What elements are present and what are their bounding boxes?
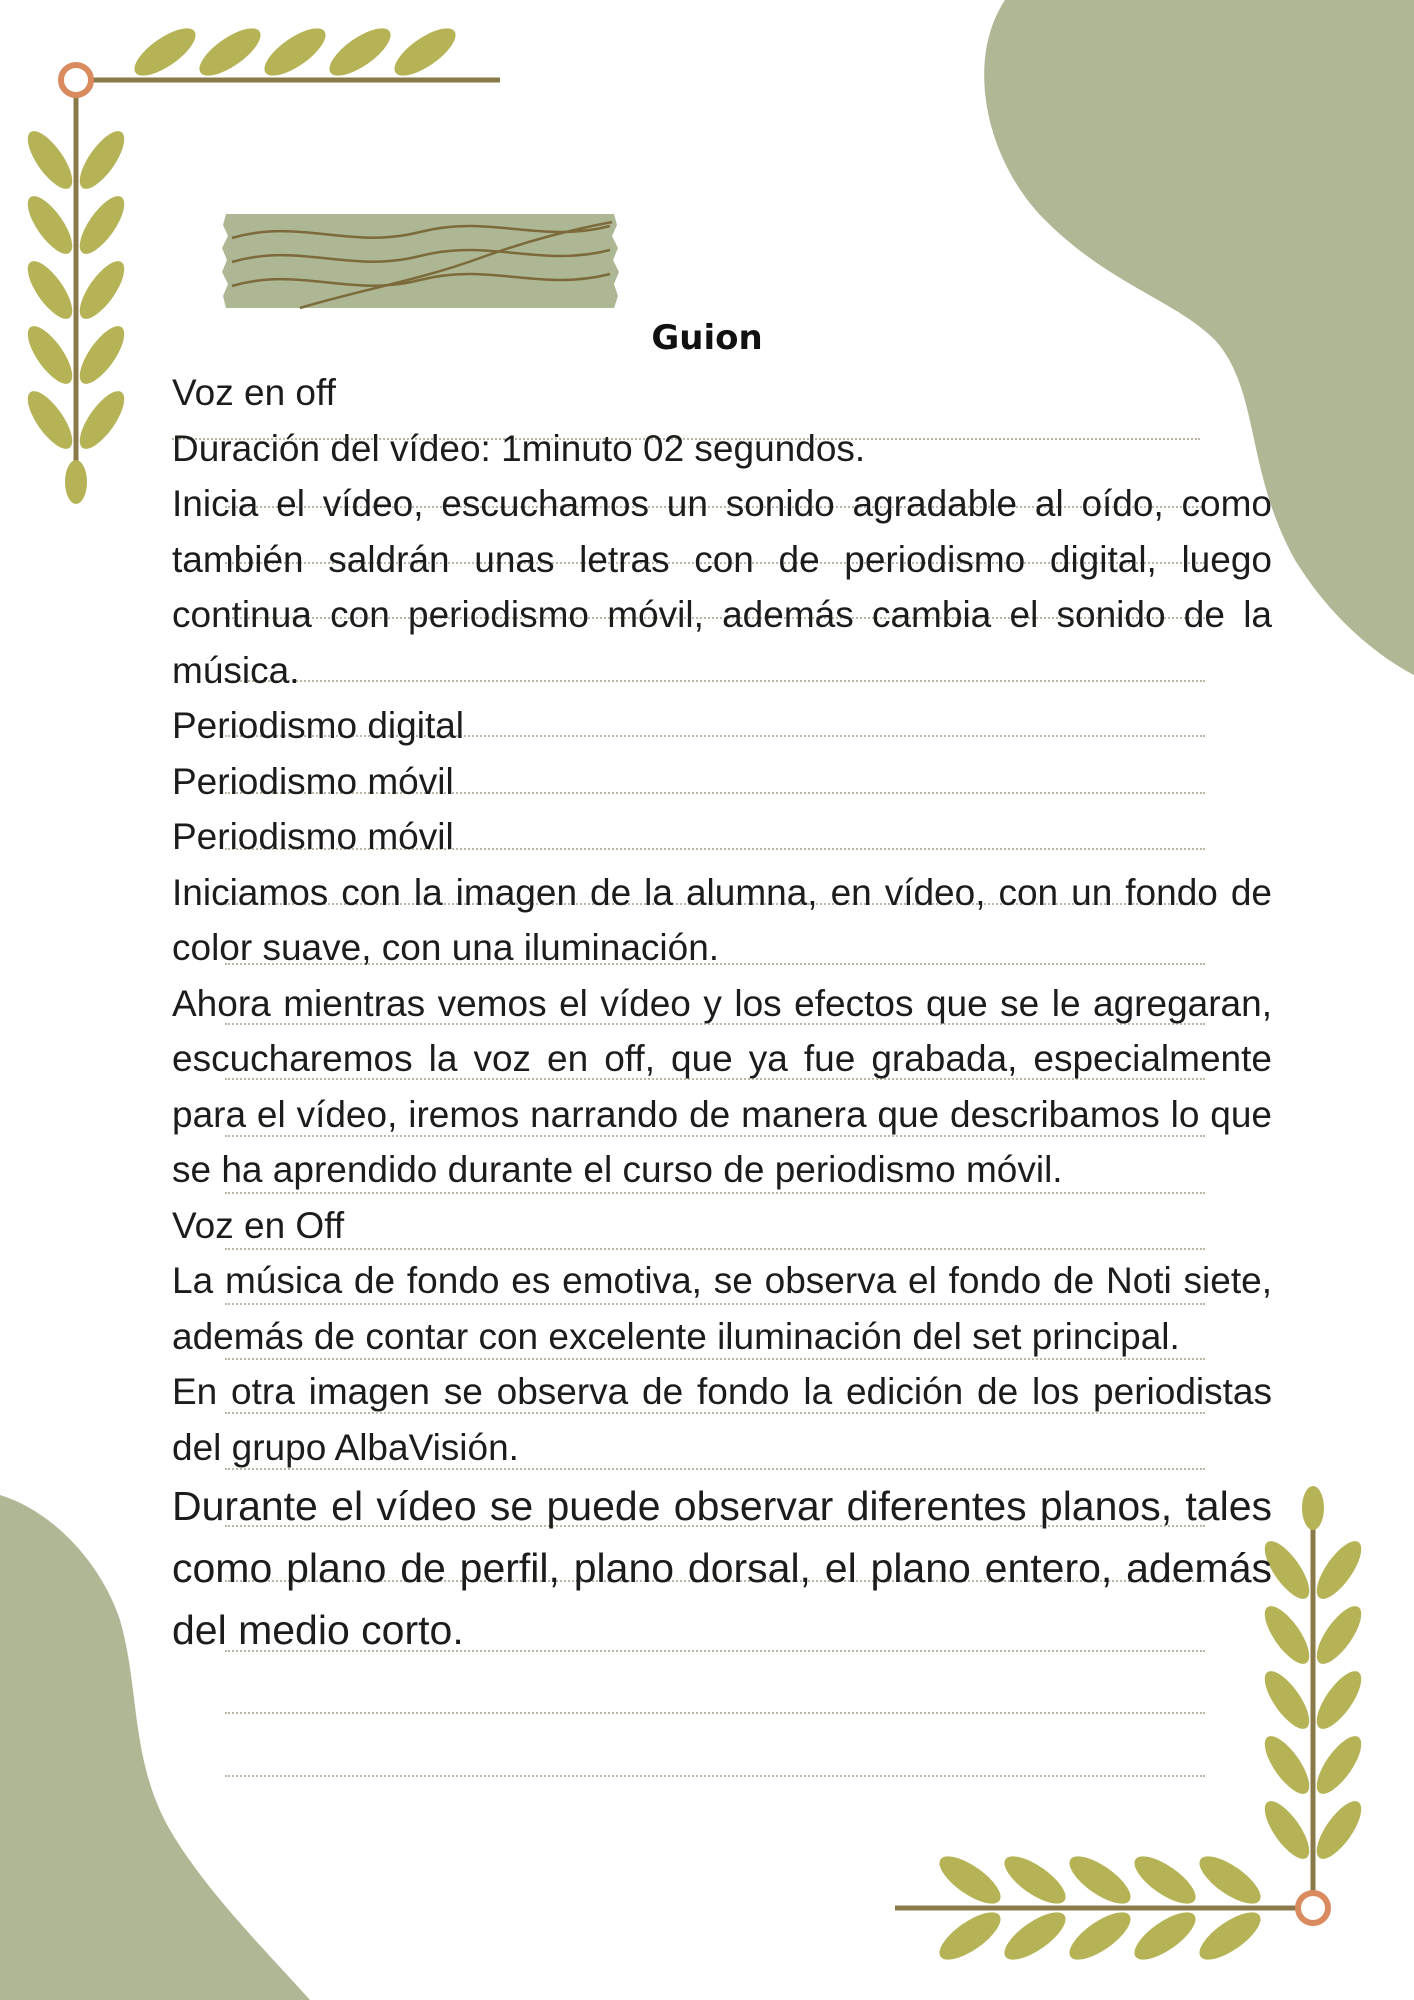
paragraph: Voz en Off — [172, 1204, 345, 1246]
paragraph: Periodismo móvil — [172, 816, 454, 857]
document-title: Guion — [651, 318, 763, 358]
paragraph: Duración del vídeo: 1minuto 02 segundos. — [172, 427, 866, 469]
paragraph: Ahora mientras vemos el vídeo y los efectos que se le agregaran, escucharemos la voz en off, que ya fue grabada, especialmente para el vídeo, iremos narrando de manera que describamos lo que se ha aprendido durante el curso de periodismo móvil. — [172, 982, 1272, 1190]
paragraph: En otra imagen se observa de fondo la edición de los periodistas del grupo AlbaVisión. — [172, 1371, 1272, 1468]
paragraph: Voz en off — [172, 372, 336, 413]
paragraph: Iniciamos con la imagen de la alumna, en vídeo, con un fondo de color suave, con una iluminación. — [172, 871, 1272, 968]
washi-tape-decoration — [222, 214, 619, 308]
paragraph: Periodismo digital — [172, 705, 465, 746]
paragraph: Durante el vídeo se puede observar diferentes planos, tales como plano de perfil, plano dorsal, el plano entero, además del medio corto. — [172, 1483, 1272, 1653]
paragraph: La música de fondo es emotiva, se observa el fondo de Noti siete, además de contar con excelente iluminación del set principal. — [172, 1260, 1272, 1357]
paragraph: Inicia el vídeo, escuchamos un sonido agradable al oído, como también saldrán unas letras con de periodismo digital, luego continua con periodismo móvil, además cambia el sonido de la música. — [172, 483, 1272, 691]
document-body — [172, 365, 1272, 1661]
paragraph: Periodismo móvil — [172, 760, 454, 802]
